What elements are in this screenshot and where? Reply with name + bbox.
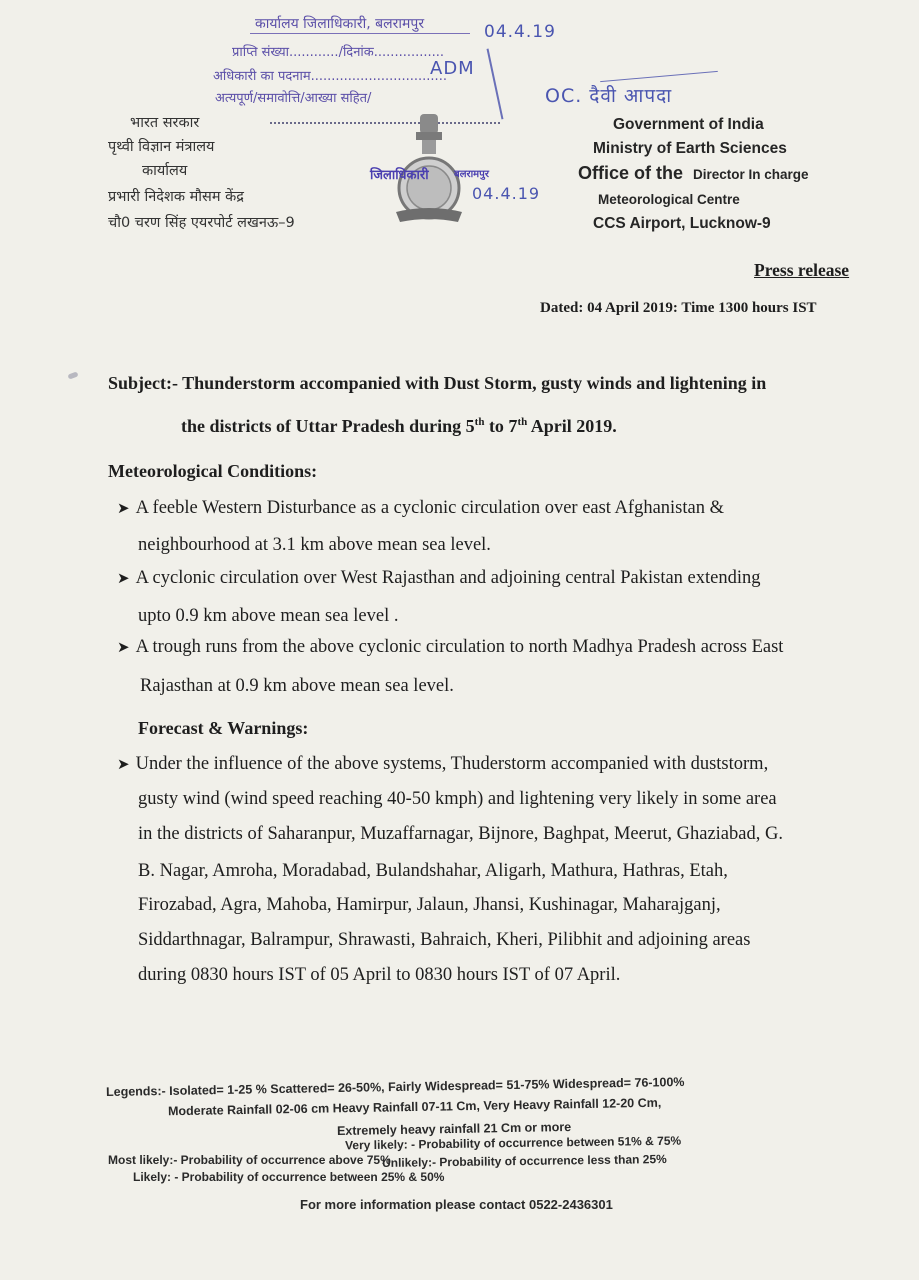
subject-text-b: to 7 bbox=[484, 416, 518, 436]
handwritten-initials: ADM bbox=[430, 58, 475, 79]
legend-line-4b: Very likely: - Probability of occurrence between 51% & 75% bbox=[344, 1133, 682, 1153]
forecast-line: gusty wind (wind speed reaching 40-50 kmph) and lightening very likely in some area bbox=[138, 789, 777, 809]
forecast-line bbox=[117, 754, 768, 775]
handwritten-note: OC. दैवी आपदा bbox=[545, 85, 673, 107]
stamp-urgent-line: अत्यपूर्ण/समावोत्ति/आख्या सहित/ bbox=[215, 91, 372, 106]
stamp-underline bbox=[250, 33, 470, 34]
met-conditions-heading: Meteorological Conditions: bbox=[108, 461, 318, 481]
legend-line-3: Extremely heavy rainfall 21 Cm or more bbox=[336, 1119, 572, 1139]
arrow-bullet-icon: ➤ bbox=[117, 499, 130, 517]
dated-line: Dated: 04 April 2019: Time 1300 hours IST bbox=[540, 300, 817, 316]
subject-text-a: the districts of Uttar Pradesh during 5 bbox=[181, 416, 475, 436]
legend-line-5b: Unlikely:- Probability of occurrence less than 25% bbox=[381, 1152, 667, 1170]
forecast-line: Siddarthnagar, Balrampur, Shrawasti, Bahraich, Kheri, Pilibhit and adjoining areas bbox=[138, 930, 751, 950]
list-item-continuation: neighbourhood at 3.1 km above mean sea level. bbox=[138, 535, 491, 555]
stamp-receipt-line: प्राप्ति संख्या............/दिनांक................. bbox=[232, 45, 445, 60]
forecast-line: during 0830 hours IST of 05 April to 0830 hours IST of 07 April. bbox=[138, 965, 621, 985]
list-item-text: A cyclonic circulation over West Rajasthan and adjoining central Pakistan extending bbox=[135, 568, 761, 588]
hindi-line-3: कार्यालय bbox=[142, 163, 188, 179]
list-item-continuation: Rajasthan at 0.9 km above mean sea level. bbox=[140, 676, 454, 696]
english-line-2: Ministry of Earth Sciences bbox=[593, 140, 787, 157]
seal-label: जिलाधिकारी bbox=[370, 168, 429, 183]
paper-smudge bbox=[67, 371, 78, 379]
legend-line-4a: Most likely:- Probability of occurrence above 75% bbox=[108, 1153, 391, 1167]
subject-text-c: April 2019. bbox=[527, 416, 617, 436]
handwritten-stroke bbox=[487, 49, 503, 120]
office-of-the: Office of the bbox=[578, 163, 684, 183]
english-line-5: CCS Airport, Lucknow-9 bbox=[593, 215, 771, 232]
subject-line-2 bbox=[181, 416, 617, 437]
subject-line-1: Subject:- Thunderstorm accompanied with Dust Storm, gusty winds and lightening in bbox=[108, 373, 767, 393]
forecast-line: in the districts of Saharanpur, Muzaffarnagar, Bijnore, Baghpat, Meerut, Ghaziabad, G. bbox=[138, 824, 783, 844]
handwritten-date: 04.4.19 bbox=[484, 22, 556, 42]
arrow-bullet-icon: ➤ bbox=[117, 638, 130, 656]
handwritten-date-2: 04.4.19 bbox=[472, 184, 541, 203]
hindi-line-2: पृथ्वी विज्ञान मंत्रालय bbox=[108, 139, 215, 155]
legend-line-1: Legends:- Isolated= 1-25 % Scattered= 26-50%, Fairly Widespread= 51-75% Widespread= 76-100% bbox=[105, 1074, 685, 1100]
hindi-line-5: चौ0 चरण सिंह एयरपोर्ट लखनऊ–9 bbox=[108, 215, 295, 231]
subject-sup-1: th bbox=[474, 416, 485, 428]
list-item-continuation: upto 0.9 km above mean sea level . bbox=[138, 606, 399, 626]
hindi-line-1: भारत सरकार bbox=[130, 115, 200, 131]
legend-line-2: Moderate Rainfall 02-06 cm Heavy Rainfall 07-11 Cm, Very Heavy Rainfall 12-20 Cm, bbox=[167, 1095, 662, 1119]
list-item-text: A trough runs from the above cyclonic circulation to north Madhya Pradesh across East bbox=[135, 637, 784, 657]
stamp-office-line: कार्यालय जिलाधिकारी, बलरामपुर bbox=[255, 16, 425, 32]
stamp-officer-line: अधिकारी का पदनाम................................. bbox=[213, 69, 447, 84]
contact-line: For more information please contact 0522-2436301 bbox=[300, 1197, 613, 1212]
press-release-title: Press release bbox=[754, 260, 850, 280]
list-item-text: A feeble Western Disturbance as a cyclonic circulation over east Afghanistan & bbox=[135, 498, 724, 518]
forecast-line: Firozabad, Agra, Mahoba, Hamirpur, Jalaun, Jhansi, Kushinagar, Maharajganj, bbox=[138, 895, 721, 915]
english-line-1: Government of India bbox=[613, 116, 764, 133]
seal-place: बलरामपुर bbox=[454, 169, 489, 180]
english-line-4: Meteorological Centre bbox=[598, 192, 740, 207]
hindi-line-4: प्रभारी निदेशक मौसम केंद्र bbox=[108, 189, 244, 205]
forecast-heading: Forecast & Warnings: bbox=[138, 718, 309, 738]
handwritten-underline bbox=[600, 71, 718, 82]
subject-sup-2: th bbox=[517, 416, 528, 428]
legend-line-5a: Likely: - Probability of occurrence between 25% & 50% bbox=[133, 1170, 445, 1184]
arrow-bullet-icon: ➤ bbox=[117, 569, 130, 587]
forecast-line: B. Nagar, Amroha, Moradabad, Bulandshahar, Aligarh, Mathura, Hathras, Etah, bbox=[138, 861, 728, 881]
arrow-bullet-icon: ➤ bbox=[117, 755, 130, 773]
list-item bbox=[117, 498, 724, 519]
forecast-line-text: Under the influence of the above systems, Thuderstorm accompanied with duststorm, bbox=[135, 754, 769, 774]
list-item bbox=[117, 568, 761, 589]
english-line-3 bbox=[578, 163, 809, 184]
list-item bbox=[117, 637, 783, 658]
director-in-charge: Director In charge bbox=[693, 167, 809, 182]
